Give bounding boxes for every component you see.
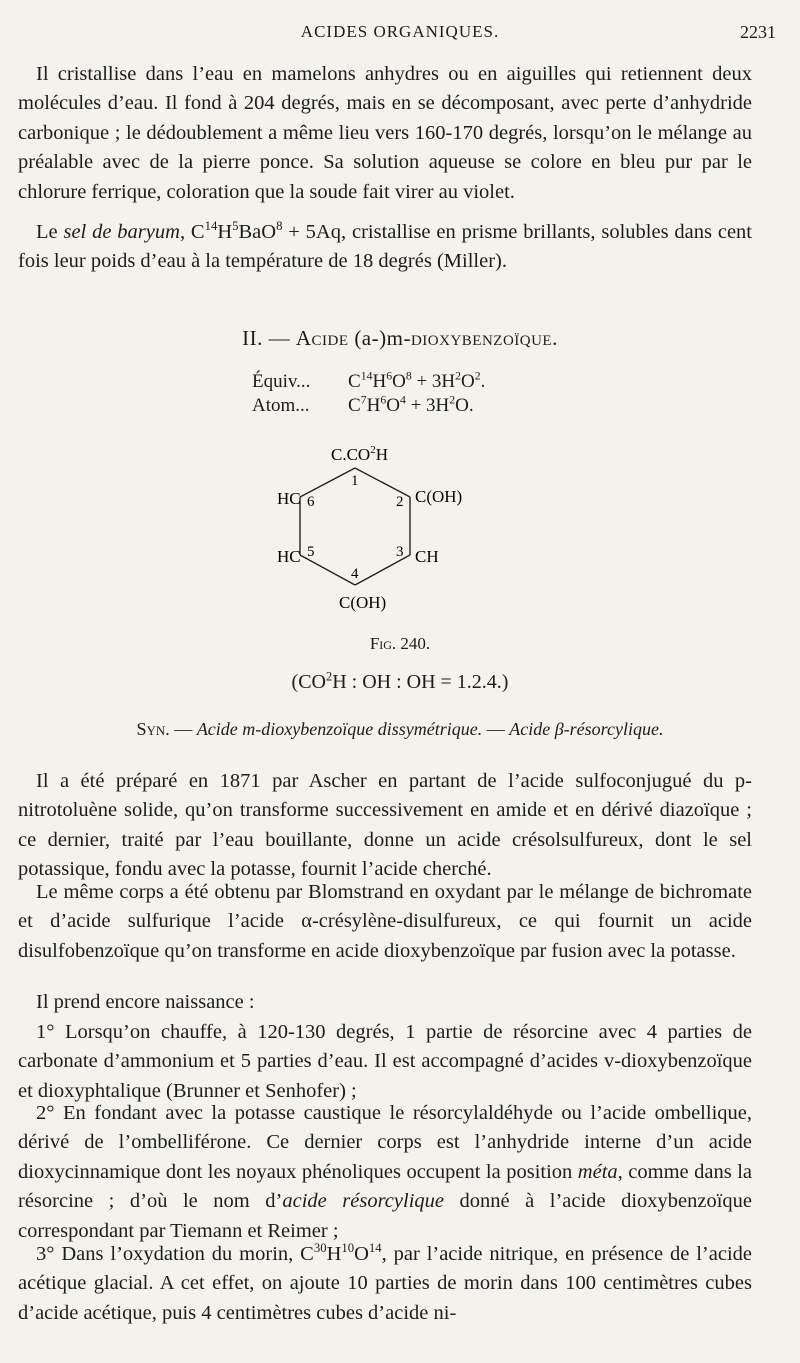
t: + 3H [411, 371, 456, 392]
superscript: 14 [204, 219, 218, 234]
t: , comme dans la résorcine ; d’où le nom d’ [18, 1160, 752, 1213]
section-heading [0, 326, 800, 351]
bond [355, 468, 410, 497]
superscript: 5 [232, 219, 239, 234]
equiv-label: Équiv... [252, 371, 311, 392]
t: C [348, 395, 361, 416]
italic-text: sel de baryum [63, 221, 180, 243]
t: O [461, 371, 475, 392]
italic-text: acide résorcylique [282, 1190, 444, 1213]
section-title-c: dioxybenzoïque. [410, 326, 558, 350]
paragraph-naissance: Il prend encore naissance : [36, 991, 255, 1013]
t: , par l’acide nitrique, en présence de l’acide acétique glacial. A cet effet, on ajoute 10 parties de morin dans 100 centimètres cubes d’acide acétique, puis 4 centimètres cubes d’acide ni- [18, 1243, 752, 1324]
paragraph-item-3 [18, 1240, 752, 1328]
t: O [386, 395, 400, 416]
section-title-a: Acide [295, 326, 349, 350]
text: , C [179, 221, 205, 243]
page-number: 2231 [740, 22, 776, 42]
sup: 6 [380, 393, 387, 407]
position-number-5: 5 [307, 544, 315, 560]
section-title-b: (a-)m- [348, 326, 411, 350]
position-number-6: 6 [307, 494, 315, 510]
right-bottom-group: CH [415, 547, 439, 566]
left-bottom-group: HC [277, 547, 301, 566]
t: O. [455, 395, 474, 416]
t: + 3H [405, 395, 450, 416]
t: H [372, 371, 387, 392]
text: BaO [238, 221, 277, 243]
synonym-1: Acide m-dioxybenzoïque dissymétrique. [196, 719, 483, 739]
position-number-4: 4 [351, 566, 359, 582]
figure-caption: Fig. 240. [369, 634, 431, 653]
sup: 4 [399, 393, 406, 407]
t: (CO [291, 671, 326, 693]
italic-text: méta [577, 1160, 618, 1183]
sup: 14 [360, 369, 373, 383]
synonym-2: Acide β-résorcylique. [509, 719, 664, 739]
paragraph-ascher: Il a été préparé en 1871 par Ascher en partant de l’acide sulfoconjugué du p-nitrotoluène solide, qu’on transforme successivement en amide et en dérivé diazoïque ; ce dernier, traité par l’eau bouillante, donne un acide crésolsulfureux, dont le sel potassique, fondu avec la potasse, fournit l’acide cherché. [18, 770, 752, 881]
formula-block [252, 370, 485, 418]
paragraph-barium-salt [18, 218, 752, 277]
left-top-group: HC [277, 489, 301, 508]
atom-formula-row [252, 394, 485, 418]
bond [300, 468, 355, 497]
position-number-3: 3 [396, 544, 404, 560]
t: O [392, 371, 406, 392]
top-group-label: $C.CO^2H$ [331, 444, 388, 464]
t: 3° Dans l’oxydation du morin, C [36, 1243, 314, 1265]
sup: 6 [386, 369, 393, 383]
text: + 5Aq, cristallise en prisme brillants, solubles dans cent fois leur poids d’eau à la température de 18 degrés (Miller). [18, 221, 752, 273]
sup: 2 [455, 369, 462, 383]
text: H [217, 221, 233, 243]
synonyms-line [0, 719, 800, 740]
text: Le [36, 221, 64, 243]
running-head-title: ACIDES ORGANIQUES. [300, 22, 500, 41]
position-number-2: 2 [396, 494, 404, 510]
t: — [169, 719, 197, 739]
t: C [348, 371, 361, 392]
sup: 8 [405, 369, 412, 383]
t: — [482, 719, 510, 739]
t: 2° En fondant avec la potasse caustique le résorcylaldéhyde ou l’acide ombellique, dérivé de l’ombelliférone. Ce dernier corps est l’anhydride interne d’un acide dioxycinnamique dont les noyaux phénoliques occupent la position [18, 1102, 752, 1183]
running-head [0, 20, 800, 44]
atom-label: Atom... [252, 395, 310, 416]
bottom-group: C(OH) [339, 593, 387, 612]
paragraph-crystallization: Il cristallise dans l’eau en mamelons anhydres ou en aiguilles qui retiennent deux molécules d’eau. Il fond à 204 degrés, mais en se décomposant, avec perte d’anhydride carbonique ; le dédoublement a même lieu vers 160-170 degrés, lorsqu’on le mélange au préalable avec de la pierre ponce. Sa solution aqueuse se colore en bleu pur par le chlorure ferrique, coloration que la soude fait virer au violet. [18, 63, 752, 203]
sup: 14 [368, 1241, 382, 1256]
benzene-ring-figure [265, 440, 465, 620]
equiv-formula-row [252, 370, 485, 394]
paragraph-blomstrand: Le même corps a été obtenu par Blomstrand en oxydant par le mélange de bichromate et d’acide sulfurique l’acide α-crésylène-disulfureux, ce qui fournit un acide disulfobenzoïque qu’on transforme en acide dioxybenzoïque par fusion avec la potasse. [18, 881, 752, 962]
sup: 10 [341, 1241, 355, 1256]
sup: 7 [360, 393, 367, 407]
sup: 2 [325, 669, 333, 684]
t: H [326, 1243, 342, 1265]
t: H [366, 395, 381, 416]
section-number: II. — [242, 326, 296, 350]
superscript: 8 [276, 219, 283, 234]
substitution-positions [0, 671, 800, 694]
t: donné à l’acide dioxybenzoïque correspondant par Tiemann et Reimer ; [18, 1190, 753, 1242]
sup: 2 [474, 369, 481, 383]
t: O [354, 1243, 369, 1265]
syn-label: Syn. [136, 719, 170, 739]
right-top-group: C(OH) [415, 487, 463, 506]
t: H : OH : OH = 1.2.4.) [332, 671, 509, 693]
sup: 30 [313, 1241, 327, 1256]
t: . [480, 371, 486, 392]
paragraph-item-2 [18, 1099, 752, 1246]
position-number-1: 1 [351, 473, 359, 489]
sup: 2 [449, 393, 456, 407]
paragraph-item-1: 1° Lorsqu’on chauffe, à 120-130 degrés, 1 partie de résorcine avec 4 parties de carbonate d’ammonium et 5 parties d’eau. Il est accompagné d’acides v-dioxybenzoïque et dioxyphtalique (Brunner et Senhofer) ; [18, 1021, 752, 1102]
